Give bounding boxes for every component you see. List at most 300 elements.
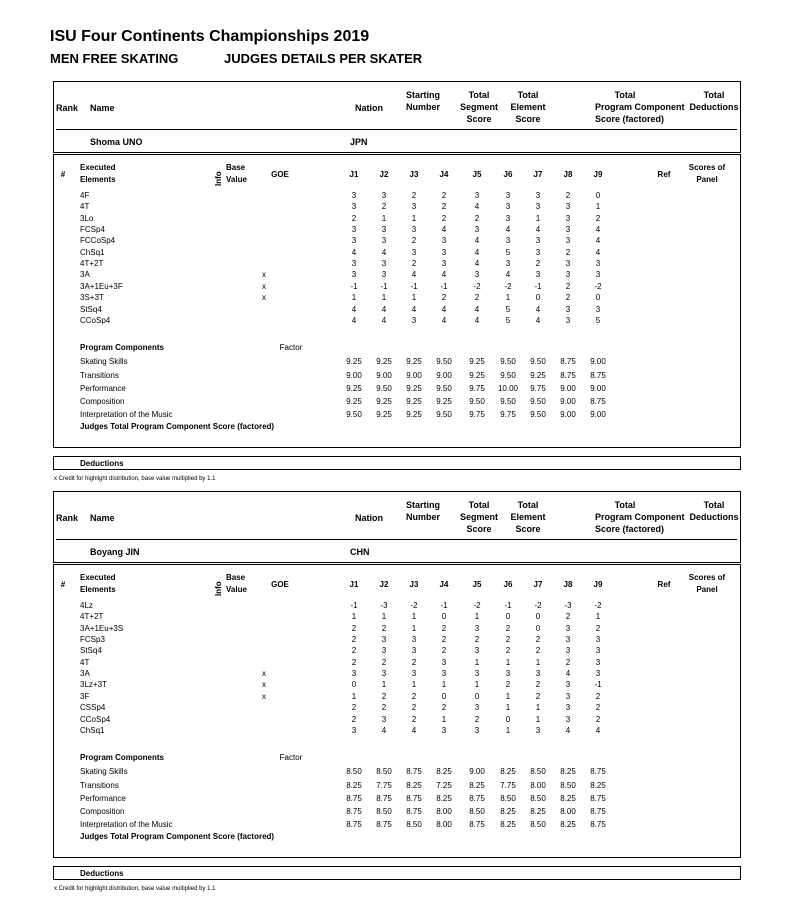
element-judge-score: 5 bbox=[505, 247, 511, 257]
element-name: 4T bbox=[80, 657, 90, 667]
element-judge-score: 1 bbox=[505, 703, 511, 713]
component-judge-score: 9.00 bbox=[560, 397, 576, 407]
component-judge-score: 8.50 bbox=[560, 780, 576, 790]
element-judge-score: 3 bbox=[474, 270, 480, 280]
component-judge-score: 8.75 bbox=[590, 793, 606, 803]
component-judge-score: 8.25 bbox=[560, 767, 576, 777]
component-judge-score: 9.25 bbox=[530, 370, 546, 380]
header-label: Score (factored) bbox=[595, 524, 665, 534]
element-name: 3A+1Eu+3F bbox=[80, 281, 123, 291]
program-components-title: Program Components bbox=[80, 343, 165, 353]
col-header-number: # bbox=[60, 580, 66, 589]
element-name: CCoSp4 bbox=[80, 315, 111, 325]
element-judge-score: 4 bbox=[381, 304, 387, 314]
component-judge-score: 8.75 bbox=[590, 397, 606, 407]
divider bbox=[56, 129, 737, 130]
element-judge-score: 3 bbox=[474, 225, 480, 235]
element-judge-score: 3 bbox=[565, 315, 571, 325]
element-judge-score: 5 bbox=[505, 304, 511, 314]
element-judge-score: 2 bbox=[535, 680, 541, 690]
element-judge-score: 1 bbox=[535, 657, 541, 667]
component-judge-score: 8.75 bbox=[406, 807, 422, 817]
component-judge-score: 9.75 bbox=[469, 410, 485, 420]
section-box bbox=[53, 491, 741, 563]
element-judge-score: 2 bbox=[441, 293, 447, 303]
header-label: Segment bbox=[459, 102, 498, 112]
element-judge-score: 3 bbox=[441, 725, 447, 735]
col-header-ref: Ref bbox=[657, 170, 671, 179]
header-label: Segment bbox=[459, 512, 498, 522]
element-name: 4T bbox=[80, 202, 90, 212]
element-judge-score: 3 bbox=[381, 714, 387, 724]
component-judge-score: 8.75 bbox=[376, 793, 392, 803]
element-judge-score: 4 bbox=[595, 725, 601, 735]
element-judge-score: 2 bbox=[351, 213, 357, 223]
element-judge-score: 3 bbox=[595, 646, 601, 656]
component-judge-score: 8.25 bbox=[500, 767, 516, 777]
col-header-judge: J7 bbox=[533, 170, 543, 179]
col-header-base: Base bbox=[226, 573, 246, 582]
element-name: 3A bbox=[80, 669, 90, 679]
element-judge-score: 1 bbox=[381, 612, 387, 622]
element-judge-score: 3 bbox=[411, 646, 417, 656]
component-judge-score: 9.00 bbox=[406, 370, 422, 380]
component-name: Performance bbox=[80, 383, 126, 393]
factor-label: Factor bbox=[279, 753, 303, 763]
element-judge-score: 4 bbox=[505, 270, 511, 280]
element-judge-score: 3 bbox=[565, 213, 571, 223]
header-label: Nation bbox=[355, 103, 383, 113]
col-header-judge: J6 bbox=[503, 170, 513, 179]
component-judge-score: 8.75 bbox=[560, 370, 576, 380]
element-judge-score: 2 bbox=[474, 213, 480, 223]
element-judge-score: 3 bbox=[535, 725, 541, 735]
component-name: Composition bbox=[80, 807, 125, 817]
element-judge-score: 1 bbox=[411, 213, 417, 223]
header-label: Total bbox=[517, 90, 539, 100]
element-name: 3Lo bbox=[80, 213, 94, 223]
element-name: FCSp3 bbox=[80, 635, 105, 645]
col-header-judge: J1 bbox=[349, 580, 359, 589]
component-judge-score: 9.00 bbox=[590, 410, 606, 420]
component-judge-score: 8.25 bbox=[346, 780, 362, 790]
component-judge-score: 7.75 bbox=[500, 780, 516, 790]
element-judge-score: 3 bbox=[441, 259, 447, 269]
component-judge-score: 9.00 bbox=[469, 767, 485, 777]
skater-nation: CHN bbox=[350, 547, 370, 557]
component-judge-score: 8.50 bbox=[530, 793, 546, 803]
element-judge-score: 0 bbox=[535, 612, 541, 622]
element-judge-score: 3 bbox=[535, 191, 541, 200]
element-name: CCoSp4 bbox=[80, 714, 111, 724]
component-judge-score: 10.00 bbox=[497, 383, 519, 393]
element-judge-score: 4 bbox=[351, 315, 357, 325]
header-label: Starting bbox=[405, 90, 440, 100]
element-judge-score: 2 bbox=[474, 714, 480, 724]
element-judge-score: 4 bbox=[535, 225, 541, 235]
element-judge-score: 3 bbox=[351, 725, 357, 735]
element-judge-score: 3 bbox=[381, 236, 387, 246]
element-bonus-mark: x bbox=[262, 669, 266, 679]
header-label: Total bbox=[703, 90, 725, 100]
element-name: 3F bbox=[80, 691, 90, 701]
element-judge-score: 2 bbox=[441, 623, 447, 633]
element-judge-score: 3 bbox=[351, 270, 357, 280]
col-header-judge: J9 bbox=[593, 170, 603, 179]
header-label: Total bbox=[517, 500, 539, 510]
element-judge-score: 3 bbox=[565, 270, 571, 280]
header-label: Starting bbox=[405, 500, 440, 510]
component-judge-score: 8.25 bbox=[500, 807, 516, 817]
component-judge-score: 9.50 bbox=[436, 357, 452, 367]
element-judge-score: 4 bbox=[474, 236, 480, 246]
component-judge-score: 8.75 bbox=[469, 793, 485, 803]
header-label: Name bbox=[90, 513, 115, 523]
component-judge-score: 8.25 bbox=[469, 780, 485, 790]
element-judge-score: 3 bbox=[565, 691, 571, 701]
component-judge-score: 9.25 bbox=[406, 410, 422, 420]
element-judge-score: 1 bbox=[411, 293, 417, 303]
element-judge-score: 2 bbox=[595, 714, 601, 724]
element-bonus-mark: x bbox=[262, 680, 266, 690]
element-judge-score: 3 bbox=[351, 236, 357, 246]
element-judge-score: 3 bbox=[535, 669, 541, 679]
component-judge-score: 8.75 bbox=[469, 820, 485, 830]
element-judge-score: 3 bbox=[474, 646, 480, 656]
col-header-executed: Elements bbox=[80, 175, 116, 184]
element-judge-score: 3 bbox=[565, 635, 571, 645]
component-judge-score: 8.50 bbox=[406, 820, 422, 830]
element-judge-score: 3 bbox=[411, 225, 417, 235]
element-judge-score: 3 bbox=[565, 259, 571, 269]
component-judge-score: 8.25 bbox=[436, 793, 452, 803]
component-judge-score: 9.25 bbox=[346, 383, 362, 393]
col-header-judge: J3 bbox=[409, 580, 419, 589]
element-judge-score: 1 bbox=[441, 680, 447, 690]
element-judge-score: 3 bbox=[411, 202, 417, 212]
header-label: Rank bbox=[56, 103, 79, 113]
element-judge-score: 2 bbox=[411, 191, 417, 200]
component-judge-score: 9.50 bbox=[500, 370, 516, 380]
element-name: StSq4 bbox=[80, 646, 102, 656]
component-judge-score: 9.00 bbox=[436, 370, 452, 380]
component-judge-score: 9.50 bbox=[530, 410, 546, 420]
element-judge-score: 3 bbox=[351, 259, 357, 269]
element-name: FCSp4 bbox=[80, 225, 105, 235]
element-judge-score: 4 bbox=[595, 236, 601, 246]
col-header-number: # bbox=[60, 170, 66, 179]
header-label: Program Component bbox=[595, 512, 685, 522]
factor-label: Factor bbox=[279, 343, 303, 353]
component-judge-score: 9.25 bbox=[406, 397, 422, 407]
element-judge-score: 2 bbox=[565, 191, 571, 200]
component-name: Interpretation of the Music bbox=[80, 820, 173, 830]
element-judge-score: 0 bbox=[505, 612, 511, 622]
element-judge-score: 1 bbox=[411, 623, 417, 633]
element-judge-score: 2 bbox=[535, 635, 541, 645]
element-judge-score: 1 bbox=[351, 293, 357, 303]
component-judge-score: 8.50 bbox=[376, 807, 392, 817]
header-label: Score bbox=[515, 114, 541, 124]
element-judge-score: 3 bbox=[505, 213, 511, 223]
element-judge-score: 3 bbox=[381, 635, 387, 645]
element-judge-score: 3 bbox=[411, 315, 417, 325]
component-judge-score: 9.00 bbox=[560, 383, 576, 393]
component-judge-score: 8.50 bbox=[530, 820, 546, 830]
element-judge-score: 2 bbox=[565, 612, 571, 622]
element-judge-score: 4 bbox=[411, 270, 417, 280]
component-judge-score: 9.25 bbox=[406, 383, 422, 393]
component-judge-score: 9.25 bbox=[376, 357, 392, 367]
element-judge-score: 3 bbox=[474, 191, 480, 200]
component-judge-score: 9.25 bbox=[376, 397, 392, 407]
element-judge-score: 2 bbox=[381, 657, 387, 667]
element-judge-score: 4 bbox=[441, 315, 447, 325]
component-judge-score: 8.75 bbox=[590, 370, 606, 380]
component-judge-score: 9.50 bbox=[530, 397, 546, 407]
element-judge-score: -2 bbox=[410, 601, 418, 610]
element-judge-score: 1 bbox=[595, 202, 601, 212]
element-judge-score: -1 bbox=[504, 601, 512, 610]
element-judge-score: 2 bbox=[411, 657, 417, 667]
element-judge-score: 3 bbox=[565, 680, 571, 690]
component-judge-score: 8.75 bbox=[590, 767, 606, 777]
element-judge-score: 2 bbox=[535, 691, 541, 701]
element-name: 3S+3T bbox=[80, 293, 104, 303]
component-name: Transitions bbox=[80, 370, 119, 380]
element-judge-score: 1 bbox=[381, 680, 387, 690]
element-judge-score: 4 bbox=[411, 725, 417, 735]
element-judge-score: 3 bbox=[381, 646, 387, 656]
element-judge-score: 3 bbox=[351, 669, 357, 679]
element-judge-score: 2 bbox=[351, 623, 357, 633]
component-judge-score: 8.75 bbox=[376, 820, 392, 830]
element-judge-score: 3 bbox=[505, 202, 511, 212]
skater-name: Boyang JIN bbox=[90, 547, 140, 557]
header-label: Nation bbox=[355, 513, 383, 523]
element-name: ChSq1 bbox=[80, 247, 105, 257]
element-judge-score: 2 bbox=[565, 247, 571, 257]
component-judge-score: 8.50 bbox=[376, 767, 392, 777]
col-header-judge: J5 bbox=[472, 170, 482, 179]
element-judge-score: 1 bbox=[505, 293, 511, 303]
element-judge-score: 2 bbox=[381, 202, 387, 212]
col-header-judge: J3 bbox=[409, 170, 419, 179]
footnote: x Credit for highlight distribution, base value multiplied by 1.1 bbox=[54, 476, 216, 482]
element-judge-score: 1 bbox=[505, 725, 511, 735]
element-judge-score: 3 bbox=[351, 191, 357, 200]
element-judge-score: 2 bbox=[441, 191, 447, 200]
component-judge-score: 9.75 bbox=[469, 383, 485, 393]
component-judge-score: 9.25 bbox=[376, 410, 392, 420]
element-judge-score: 3 bbox=[535, 247, 541, 257]
component-judge-score: 7.25 bbox=[436, 780, 452, 790]
element-judge-score: 4 bbox=[474, 304, 480, 314]
element-judge-score: 5 bbox=[505, 315, 511, 325]
element-judge-score: 3 bbox=[595, 635, 601, 645]
element-judge-score: -1 bbox=[380, 281, 388, 291]
element-judge-score: 3 bbox=[535, 202, 541, 212]
element-judge-score: 4 bbox=[474, 247, 480, 257]
pc-total-label: Judges Total Program Component Score (factored) bbox=[80, 421, 275, 431]
col-header-base: Value bbox=[226, 175, 247, 184]
element-judge-score: 3 bbox=[351, 202, 357, 212]
component-judge-score: 8.00 bbox=[436, 820, 452, 830]
element-judge-score: 2 bbox=[565, 293, 571, 303]
element-judge-score: 2 bbox=[381, 691, 387, 701]
element-judge-score: -1 bbox=[440, 601, 448, 610]
element-judge-score: -3 bbox=[564, 601, 572, 610]
col-header-info: Info bbox=[214, 581, 223, 596]
component-judge-score: 9.50 bbox=[346, 410, 362, 420]
element-judge-score: 3 bbox=[381, 191, 387, 200]
component-name: Composition bbox=[80, 397, 125, 407]
element-judge-score: 2 bbox=[381, 703, 387, 713]
element-judge-score: 4 bbox=[595, 225, 601, 235]
skater-name: Shoma UNO bbox=[90, 137, 143, 147]
component-judge-score: 8.25 bbox=[590, 780, 606, 790]
component-judge-score: 8.50 bbox=[469, 807, 485, 817]
element-judge-score: 3 bbox=[505, 191, 511, 200]
divider bbox=[56, 539, 737, 540]
segment-name: MEN FREE SKATING bbox=[50, 51, 179, 66]
element-judge-score: 2 bbox=[535, 259, 541, 269]
element-judge-score: 1 bbox=[441, 714, 447, 724]
component-judge-score: 9.25 bbox=[436, 397, 452, 407]
element-judge-score: -2 bbox=[534, 601, 542, 610]
section-box bbox=[53, 81, 741, 153]
element-judge-score: 3 bbox=[535, 270, 541, 280]
component-judge-score: 9.00 bbox=[590, 357, 606, 367]
col-header-judge: J9 bbox=[593, 580, 603, 589]
col-header-judge: J7 bbox=[533, 580, 543, 589]
footnote: x Credit for highlight distribution, base value multiplied by 1.1 bbox=[54, 886, 216, 892]
section-box bbox=[53, 154, 741, 448]
element-judge-score: -1 bbox=[440, 281, 448, 291]
component-judge-score: 8.00 bbox=[560, 807, 576, 817]
element-judge-score: -2 bbox=[594, 601, 602, 610]
element-name: 4Lz bbox=[80, 601, 93, 610]
element-judge-score: 3 bbox=[565, 703, 571, 713]
element-judge-score: 2 bbox=[441, 635, 447, 645]
element-bonus-mark: x bbox=[262, 270, 266, 280]
component-judge-score: 8.25 bbox=[560, 820, 576, 830]
component-judge-score: 8.00 bbox=[530, 780, 546, 790]
element-bonus-mark: x bbox=[262, 281, 266, 291]
col-header-judge: J4 bbox=[439, 580, 449, 589]
element-judge-score: 1 bbox=[411, 612, 417, 622]
element-judge-score: 1 bbox=[351, 691, 357, 701]
element-judge-score: 3 bbox=[441, 236, 447, 246]
element-judge-score: 2 bbox=[411, 259, 417, 269]
element-judge-score: -2 bbox=[473, 601, 481, 610]
element-judge-score: 4 bbox=[535, 304, 541, 314]
col-header-panel: Scores of bbox=[688, 573, 726, 582]
header-label: Deductions bbox=[689, 102, 739, 112]
element-judge-score: 1 bbox=[381, 293, 387, 303]
component-judge-score: 9.50 bbox=[500, 357, 516, 367]
element-judge-score: 4 bbox=[381, 315, 387, 325]
section-box bbox=[53, 866, 741, 880]
element-name: 3A bbox=[80, 270, 90, 280]
element-judge-score: 2 bbox=[441, 646, 447, 656]
component-judge-score: 8.75 bbox=[590, 820, 606, 830]
component-judge-score: 9.25 bbox=[346, 357, 362, 367]
element-judge-score: 0 bbox=[441, 612, 447, 622]
element-judge-score: -2 bbox=[473, 281, 481, 291]
element-judge-score: 3 bbox=[351, 225, 357, 235]
col-header-judge: J6 bbox=[503, 580, 513, 589]
col-header-panel: Scores of bbox=[688, 163, 726, 172]
col-header-executed: Executed bbox=[80, 163, 116, 172]
pc-total-label: Judges Total Program Component Score (factored) bbox=[80, 831, 275, 841]
element-judge-score: 0 bbox=[351, 680, 357, 690]
element-judge-score: 1 bbox=[411, 680, 417, 690]
component-judge-score: 9.25 bbox=[346, 397, 362, 407]
component-judge-score: 9.75 bbox=[530, 383, 546, 393]
section-box bbox=[53, 456, 741, 470]
col-header-judge: J8 bbox=[563, 170, 573, 179]
element-judge-score: 2 bbox=[505, 635, 511, 645]
header-label: Total bbox=[703, 500, 725, 510]
element-judge-score: 3 bbox=[474, 725, 480, 735]
header-label: Score bbox=[515, 524, 541, 534]
element-judge-score: 2 bbox=[505, 646, 511, 656]
header-label: Score bbox=[466, 524, 492, 534]
element-judge-score: 2 bbox=[505, 623, 511, 633]
header-label: Deductions bbox=[689, 512, 739, 522]
col-header-judge: J5 bbox=[472, 580, 482, 589]
element-judge-score: 4 bbox=[535, 315, 541, 325]
element-judge-score: 2 bbox=[441, 213, 447, 223]
element-judge-score: 0 bbox=[505, 714, 511, 724]
component-judge-score: 8.75 bbox=[406, 793, 422, 803]
header-label: Element bbox=[510, 102, 546, 112]
element-judge-score: 3 bbox=[595, 304, 601, 314]
element-judge-score: 2 bbox=[565, 281, 571, 291]
col-header-judge: J1 bbox=[349, 170, 359, 179]
element-judge-score: 0 bbox=[535, 623, 541, 633]
header-label: Element bbox=[510, 512, 546, 522]
element-name: StSq4 bbox=[80, 304, 102, 314]
element-judge-score: 2 bbox=[595, 623, 601, 633]
program-components-title: Program Components bbox=[80, 753, 165, 763]
component-judge-score: 9.50 bbox=[530, 357, 546, 367]
component-judge-score: 9.50 bbox=[500, 397, 516, 407]
header-label: Rank bbox=[56, 513, 79, 523]
element-judge-score: 1 bbox=[474, 657, 480, 667]
component-judge-score: 8.50 bbox=[346, 767, 362, 777]
element-judge-score: 2 bbox=[565, 657, 571, 667]
element-judge-score: 4 bbox=[441, 225, 447, 235]
element-judge-score: 1 bbox=[505, 691, 511, 701]
component-judge-score: 8.75 bbox=[406, 767, 422, 777]
element-judge-score: 4 bbox=[381, 725, 387, 735]
component-name: Transitions bbox=[80, 780, 119, 790]
element-judge-score: 2 bbox=[474, 293, 480, 303]
element-judge-score: -1 bbox=[534, 281, 542, 291]
element-judge-score: 1 bbox=[535, 213, 541, 223]
element-judge-score: 1 bbox=[351, 612, 357, 622]
element-judge-score: 3 bbox=[411, 247, 417, 257]
element-judge-score: 3 bbox=[474, 623, 480, 633]
element-judge-score: 2 bbox=[351, 703, 357, 713]
element-judge-score: 2 bbox=[351, 646, 357, 656]
component-judge-score: 9.50 bbox=[436, 410, 452, 420]
element-judge-score: 4 bbox=[565, 669, 571, 679]
element-judge-score: 3 bbox=[505, 669, 511, 679]
col-header-base: Base bbox=[226, 163, 246, 172]
